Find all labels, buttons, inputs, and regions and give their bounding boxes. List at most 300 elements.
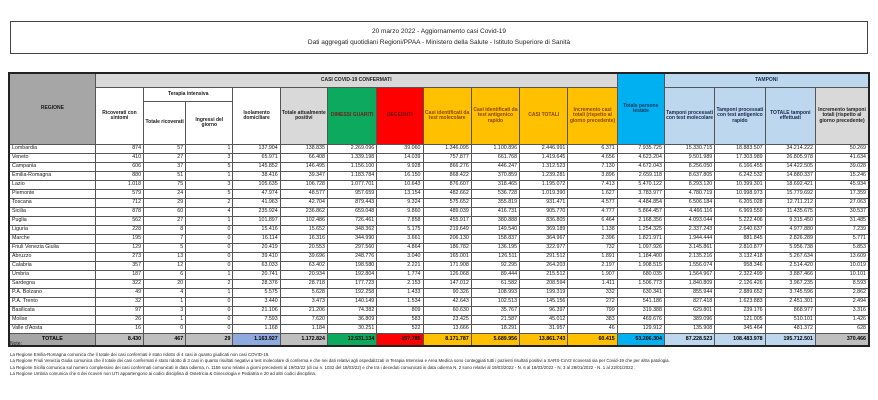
value-cell: 1.433 bbox=[377, 289, 423, 298]
value-cell: 20.553 bbox=[280, 244, 327, 253]
value-cell: 140.149 bbox=[327, 298, 376, 307]
value-cell: 13.154 bbox=[377, 190, 423, 199]
table-row bbox=[9, 262, 869, 271]
value-cell: 45.934 bbox=[815, 181, 869, 190]
value-cell: 6.371 bbox=[568, 145, 617, 154]
value-cell: 31.957 bbox=[520, 325, 568, 334]
value-cell: 1.077.701 bbox=[327, 181, 376, 190]
col-header-dimessi-guariti: DIMESSI GUARITI bbox=[327, 88, 376, 145]
value-cell: 1.156.100 bbox=[327, 163, 376, 172]
value-cell: 606 bbox=[95, 163, 143, 172]
table-row bbox=[9, 199, 869, 208]
value-cell: 49 bbox=[95, 289, 143, 298]
value-cell: 455.917 bbox=[423, 217, 471, 226]
value-cell: 726.461 bbox=[327, 217, 376, 226]
value-cell: 30.537 bbox=[815, 208, 869, 217]
region-cell: Valle d'Aosta bbox=[9, 325, 95, 334]
value-cell: 297.560 bbox=[327, 244, 376, 253]
value-cell: 3.887.466 bbox=[765, 271, 815, 280]
value-cell: 28.718 bbox=[280, 280, 327, 289]
value-cell: 661.768 bbox=[471, 154, 519, 163]
value-cell: 18.883.507 bbox=[715, 145, 765, 154]
value-cell: 105.635 bbox=[233, 181, 280, 190]
value-cell: 541.186 bbox=[617, 298, 664, 307]
value-cell: 228 bbox=[95, 226, 143, 235]
value-cell: 1.097.926 bbox=[617, 244, 664, 253]
value-cell: 881.845 bbox=[715, 235, 765, 244]
value-cell: 482.662 bbox=[423, 190, 471, 199]
value-cell: 206.130 bbox=[423, 235, 471, 244]
value-cell: 868.977 bbox=[765, 307, 815, 316]
region-cell: Friuli Venezia Giulia bbox=[9, 244, 95, 253]
value-cell: 15.416 bbox=[233, 226, 280, 235]
value-cell: 6.166.455 bbox=[715, 163, 765, 172]
value-cell: 2.862 bbox=[815, 289, 869, 298]
value-cell: 9.324 bbox=[377, 199, 423, 208]
value-cell: 13.666 bbox=[423, 325, 471, 334]
value-cell: 1.821.971 bbox=[617, 235, 664, 244]
value-cell: 2.221 bbox=[377, 262, 423, 271]
value-cell: 348.362 bbox=[327, 226, 376, 235]
value-cell: 2.396 bbox=[568, 235, 617, 244]
value-cell: 344.990 bbox=[327, 235, 376, 244]
value-cell: 61.582 bbox=[471, 280, 519, 289]
value-cell: 2.889.652 bbox=[715, 289, 765, 298]
value-cell: 129.912 bbox=[617, 325, 664, 334]
value-cell: 4.093.044 bbox=[664, 217, 714, 226]
value-cell: 712 bbox=[95, 199, 143, 208]
col-header-deceduti: DECEDUTI bbox=[377, 88, 423, 145]
value-cell: 6.205.028 bbox=[715, 199, 765, 208]
value-cell: 2 bbox=[186, 199, 233, 208]
value-cell: 2.337.243 bbox=[664, 226, 714, 235]
region-cell: Calabria bbox=[9, 262, 95, 271]
value-cell: 1.627 bbox=[568, 190, 617, 199]
value-cell: 1.564.967 bbox=[664, 271, 714, 280]
value-cell: 575.652 bbox=[423, 199, 471, 208]
value-cell: 0 bbox=[186, 262, 233, 271]
value-cell: 410 bbox=[95, 154, 143, 163]
col-header-tamponi-molecolare: Tamponi processati con test molecolare bbox=[664, 88, 714, 145]
value-cell: 66.408 bbox=[280, 154, 327, 163]
value-cell: 630.341 bbox=[617, 289, 664, 298]
table-row bbox=[9, 325, 869, 334]
value-cell: 248.776 bbox=[327, 253, 376, 262]
value-cell: 1 bbox=[186, 145, 233, 154]
value-cell: 3 bbox=[144, 307, 186, 316]
value-cell: 39.696 bbox=[280, 253, 327, 262]
notes-title: Note: bbox=[10, 341, 22, 347]
value-cell: 5.628 bbox=[280, 289, 327, 298]
value-cell: 0 bbox=[186, 235, 233, 244]
value-cell: 30.251 bbox=[327, 325, 376, 334]
value-cell: 3.040 bbox=[377, 253, 423, 262]
col-header-casi-molecolare: Casi identificati da test molecolare bbox=[423, 88, 471, 145]
value-cell: 3.473 bbox=[280, 298, 327, 307]
value-cell: 8 bbox=[144, 226, 186, 235]
value-cell: 1 bbox=[186, 172, 233, 181]
value-cell: 3.316 bbox=[815, 307, 869, 316]
value-cell: 2.153 bbox=[377, 280, 423, 289]
value-cell: 874 bbox=[95, 145, 143, 154]
value-cell: 13 bbox=[144, 253, 186, 262]
value-cell: 8.637.805 bbox=[664, 172, 714, 181]
value-cell: 45.012 bbox=[520, 316, 568, 325]
value-cell: 15.330.715 bbox=[664, 145, 714, 154]
value-cell: 9.501.989 bbox=[664, 154, 714, 163]
value-cell: 1.774 bbox=[377, 271, 423, 280]
value-cell: 345.464 bbox=[715, 325, 765, 334]
value-cell: 137.904 bbox=[233, 145, 280, 154]
col-header-attualmente-positivi: Totale attualmente positivi bbox=[280, 88, 327, 145]
group-header-tamponi: TAMPONI bbox=[664, 73, 869, 88]
value-cell: 332 bbox=[568, 289, 617, 298]
value-cell: 29 bbox=[186, 334, 233, 347]
col-header-casi-antigenico: Casi identificati da test antigenico rapido bbox=[471, 88, 519, 145]
value-cell: 370.859 bbox=[471, 172, 519, 181]
value-cell: 2.197 bbox=[568, 262, 617, 271]
table-row bbox=[9, 145, 869, 154]
value-cell: 20.934 bbox=[280, 271, 327, 280]
value-cell: 1.944.444 bbox=[664, 235, 714, 244]
value-cell: 2.494 bbox=[815, 298, 869, 307]
value-cell: 165.001 bbox=[423, 253, 471, 262]
table-row bbox=[9, 172, 869, 181]
value-cell: 149.540 bbox=[471, 226, 519, 235]
value-cell: 102.513 bbox=[471, 298, 519, 307]
value-cell: 562 bbox=[95, 217, 143, 226]
value-cell: 1 bbox=[186, 289, 233, 298]
region-cell: Veneto bbox=[9, 154, 95, 163]
notes-list bbox=[10, 352, 868, 378]
value-cell: 628 bbox=[815, 325, 869, 334]
value-cell: 868.422 bbox=[423, 172, 471, 181]
value-cell: 108.483.978 bbox=[715, 334, 765, 347]
value-cell: 383 bbox=[568, 316, 617, 325]
value-cell: 1.339.198 bbox=[327, 154, 376, 163]
value-cell: 17.303.989 bbox=[715, 154, 765, 163]
value-cell: 2.168.356 bbox=[617, 217, 664, 226]
value-cell: 60.415 bbox=[568, 334, 617, 347]
value-cell: 732 bbox=[568, 244, 617, 253]
value-cell: 4.672.043 bbox=[617, 163, 664, 172]
value-cell: 65.971 bbox=[233, 154, 280, 163]
value-cell: 4 bbox=[144, 289, 186, 298]
value-cell: 157.785 bbox=[377, 334, 423, 347]
value-cell: 16.316 bbox=[280, 235, 327, 244]
value-cell: 958.346 bbox=[715, 262, 765, 271]
value-cell: 855.944 bbox=[664, 289, 714, 298]
value-cell: 21.106 bbox=[233, 307, 280, 316]
value-cell: 23.425 bbox=[423, 316, 471, 325]
value-cell: 15.652 bbox=[280, 226, 327, 235]
value-cell: 195.712.501 bbox=[765, 334, 815, 347]
value-cell: 2.446.991 bbox=[520, 145, 568, 154]
value-cell: 389.096 bbox=[664, 316, 714, 325]
value-cell: 135.908 bbox=[664, 325, 714, 334]
value-cell: 1.195.072 bbox=[520, 181, 568, 190]
value-cell: 129 bbox=[95, 244, 143, 253]
value-cell: 138.835 bbox=[280, 145, 327, 154]
value-cell: 126.068 bbox=[423, 271, 471, 280]
value-cell: 50.269 bbox=[815, 145, 869, 154]
value-cell: 2.640.637 bbox=[715, 226, 765, 235]
value-cell: 16 bbox=[95, 325, 143, 334]
value-cell: 8.256.050 bbox=[664, 163, 714, 172]
value-cell: 2.514.420 bbox=[765, 262, 815, 271]
value-cell: 53.206.304 bbox=[617, 334, 664, 347]
value-cell: 7.413 bbox=[568, 181, 617, 190]
value-cell: 1.534 bbox=[377, 298, 423, 307]
value-cell: 63.402 bbox=[280, 262, 327, 271]
value-cell: 5.864.457 bbox=[617, 208, 664, 217]
value-cell: 12.531.134 bbox=[327, 334, 376, 347]
value-cell: 5.222.406 bbox=[715, 217, 765, 226]
value-cell: 5 bbox=[186, 163, 233, 172]
value-cell: 1.419.645 bbox=[520, 154, 568, 163]
value-cell: 47.974 bbox=[233, 190, 280, 199]
value-cell: 809 bbox=[377, 307, 423, 316]
region-cell: Marche bbox=[9, 235, 95, 244]
value-cell: 51 bbox=[144, 172, 186, 181]
value-cell: 41.634 bbox=[815, 154, 869, 163]
value-cell: 3.783.977 bbox=[617, 190, 664, 199]
value-cell: 38.416 bbox=[233, 172, 280, 181]
value-cell: 0 bbox=[186, 298, 233, 307]
note-line: La Regione Sicilia comunica sul numero complessivo dei casi confermati comunicati in data odierna, n. 1156 sono relativi a giorni precedenti al 19/03/22 (di cui n. 1032 del 18/03/22) e che tra i deceduti comunicati in data odierna N. 2 sono relativi al 19/03/2022 - N. 6 al 18/03/2022 - N. 3 al 28/01/2022 - N. 1 al 22/01/2022 . bbox=[10, 364, 636, 370]
value-cell: 20 bbox=[144, 280, 186, 289]
value-cell: 15.246 bbox=[815, 172, 869, 181]
value-cell: 9.315.450 bbox=[765, 217, 815, 226]
col-header-persone-testate: Totale persone testate bbox=[617, 73, 664, 145]
value-cell: 187 bbox=[95, 271, 143, 280]
value-cell: 90.326 bbox=[423, 289, 471, 298]
value-cell: 121.005 bbox=[715, 316, 765, 325]
value-cell: 27 bbox=[144, 217, 186, 226]
value-cell: 0 bbox=[186, 325, 233, 334]
value-cell: 215.512 bbox=[520, 271, 568, 280]
value-cell: 177.723 bbox=[327, 280, 376, 289]
value-cell: 87.228.523 bbox=[664, 334, 714, 347]
value-cell: 322.977 bbox=[520, 244, 568, 253]
group-header-casi-confermati: CASI COVID-19 CONFERMATI bbox=[95, 73, 617, 88]
value-cell: 63.033 bbox=[233, 262, 280, 271]
value-cell: 1.908.515 bbox=[617, 262, 664, 271]
value-cell: 28.376 bbox=[233, 280, 280, 289]
value-cell: 39.347 bbox=[280, 172, 327, 181]
value-cell: 15.779.692 bbox=[765, 190, 815, 199]
col-header-ti-totale: Totale ricoverati bbox=[144, 102, 186, 145]
region-cell: Toscana bbox=[9, 199, 95, 208]
value-cell: 272 bbox=[568, 298, 617, 307]
value-cell: 4.577 bbox=[568, 199, 617, 208]
value-cell: 239.176 bbox=[715, 307, 765, 316]
group-header-terapia-intensiva: Terapia intensiva bbox=[144, 88, 233, 102]
col-header-isolamento: Isolamento domiciliare bbox=[233, 88, 280, 145]
value-cell: 1.254.325 bbox=[617, 226, 664, 235]
value-cell: 34.214.222 bbox=[765, 145, 815, 154]
value-cell: 799 bbox=[568, 307, 617, 316]
value-cell: 1.018 bbox=[95, 181, 143, 190]
value-cell: 3.967.235 bbox=[765, 280, 815, 289]
value-cell: 1.623.883 bbox=[715, 298, 765, 307]
value-cell: 273 bbox=[95, 253, 143, 262]
region-cell: Lombardia bbox=[9, 145, 95, 154]
value-cell: 1.907 bbox=[568, 271, 617, 280]
value-cell: 20.741 bbox=[233, 271, 280, 280]
region-cell: Sicilia bbox=[9, 208, 95, 217]
bulletin-title-box bbox=[10, 21, 868, 54]
value-cell: 27.063 bbox=[815, 199, 869, 208]
value-cell: 3.440 bbox=[233, 298, 280, 307]
value-cell: 31.485 bbox=[815, 217, 869, 226]
value-cell: 1.183.784 bbox=[327, 172, 376, 181]
value-cell: 1.891 bbox=[568, 253, 617, 262]
value-cell: 11.435.675 bbox=[765, 208, 815, 217]
value-cell: 10.101 bbox=[815, 271, 869, 280]
value-cell: 14.422.505 bbox=[765, 163, 815, 172]
value-cell: 7.935.725 bbox=[617, 145, 664, 154]
value-cell: 1.019.390 bbox=[520, 190, 568, 199]
value-cell: 5.175 bbox=[377, 226, 423, 235]
value-cell: 8.293.120 bbox=[664, 181, 714, 190]
value-cell: 136.195 bbox=[471, 244, 519, 253]
value-cell: 21.206 bbox=[280, 307, 327, 316]
value-cell: 322 bbox=[95, 280, 143, 289]
value-cell: 14.880.337 bbox=[765, 172, 815, 181]
bulletin-title: 20 marzo 2022 - Aggiornamento casi Covid-19 bbox=[371, 28, 507, 35]
region-cell: Campania bbox=[9, 163, 95, 172]
value-cell: 24 bbox=[144, 190, 186, 199]
value-cell: 42.643 bbox=[423, 298, 471, 307]
value-cell: 957.659 bbox=[327, 190, 376, 199]
value-cell: 416.731 bbox=[471, 208, 519, 217]
value-cell: 20.419 bbox=[233, 244, 280, 253]
value-cell: 92.295 bbox=[471, 262, 519, 271]
region-cell: Umbria bbox=[9, 271, 95, 280]
value-cell: 1.138 bbox=[568, 226, 617, 235]
value-cell: 145.852 bbox=[233, 163, 280, 172]
table-row bbox=[9, 280, 869, 289]
value-cell: 186.782 bbox=[423, 244, 471, 253]
table-row bbox=[9, 190, 869, 199]
value-cell: 9.860 bbox=[377, 208, 423, 217]
col-header-incremento-casi: Incremento casi totali (rispetto al giorno precedente) bbox=[568, 88, 617, 145]
value-cell: 583 bbox=[377, 316, 423, 325]
value-cell: 4.623.204 bbox=[617, 154, 664, 163]
table-row bbox=[9, 253, 869, 262]
value-cell: 32 bbox=[95, 298, 143, 307]
value-cell: 146.495 bbox=[280, 163, 327, 172]
value-cell: 7.593 bbox=[233, 316, 280, 325]
value-cell: 836.805 bbox=[520, 217, 568, 226]
value-cell: 1.184.400 bbox=[617, 253, 664, 262]
value-cell: 5.689.956 bbox=[471, 334, 519, 347]
value-cell: 102.486 bbox=[280, 217, 327, 226]
value-cell: 2.126.426 bbox=[715, 280, 765, 289]
value-cell: 2.659.118 bbox=[617, 172, 664, 181]
value-cell: 4.484.854 bbox=[617, 199, 664, 208]
value-cell: 467 bbox=[144, 334, 186, 347]
region-cell: Piemonte bbox=[9, 190, 95, 199]
value-cell: 1.556.074 bbox=[664, 262, 714, 271]
value-cell: 905.770 bbox=[520, 208, 568, 217]
value-cell: 10.643 bbox=[377, 181, 423, 190]
value-cell: 2.269.096 bbox=[327, 145, 376, 154]
value-cell: 522 bbox=[377, 325, 423, 334]
region-cell: Basilicata bbox=[9, 307, 95, 316]
region-cell: P.A. Bolzano bbox=[9, 289, 95, 298]
value-cell: 510.101 bbox=[765, 316, 815, 325]
value-cell: 4.656 bbox=[568, 154, 617, 163]
col-header-casi-totali: CASI TOTALI bbox=[520, 88, 568, 145]
value-cell: 1.312.523 bbox=[520, 163, 568, 172]
value-cell: 369.189 bbox=[520, 226, 568, 235]
value-cell: 380.888 bbox=[471, 217, 519, 226]
value-cell: 481.372 bbox=[765, 325, 815, 334]
value-cell: 318.465 bbox=[471, 181, 519, 190]
value-cell: 7.858 bbox=[377, 217, 423, 226]
value-cell: 579 bbox=[95, 190, 143, 199]
value-cell: 17.359 bbox=[815, 190, 869, 199]
value-cell: 8.171.787 bbox=[423, 334, 471, 347]
value-cell: 12 bbox=[144, 262, 186, 271]
value-cell: 57 bbox=[144, 145, 186, 154]
value-cell: 3 bbox=[186, 154, 233, 163]
value-cell: 13.609 bbox=[815, 253, 869, 262]
col-header-ti-ingressi: Ingressi del giorno bbox=[186, 102, 233, 145]
value-cell: 195 bbox=[95, 235, 143, 244]
table-row bbox=[9, 316, 869, 325]
value-cell: 7.620 bbox=[280, 316, 327, 325]
value-cell: 4.777 bbox=[568, 208, 617, 217]
value-cell: 41.963 bbox=[233, 199, 280, 208]
value-cell: 5 bbox=[186, 190, 233, 199]
value-cell: 3.132.418 bbox=[715, 253, 765, 262]
value-cell: 3.896 bbox=[568, 172, 617, 181]
table-body bbox=[9, 145, 869, 347]
value-cell: 18.692.421 bbox=[765, 181, 815, 190]
value-cell: 39.028 bbox=[815, 163, 869, 172]
value-cell: 0 bbox=[186, 253, 233, 262]
value-cell: 39.060 bbox=[377, 145, 423, 154]
col-header-tamponi-totale: TOTALE tamponi effettuati bbox=[765, 88, 815, 145]
region-cell: Liguria bbox=[9, 226, 95, 235]
table-row bbox=[9, 271, 869, 280]
note-line: La Regione Friuli Venezia Giulia comunica che il totale dei casi confermati è stato ridotto di 3 casi in quanto risultati negativi a test molecolare di conferma e che nei dati relativi agli ospedalizzati in Terapia Intensiva e Area Medica sono conteggiati tutti i pazienti risultati positivi a SARS-CoV2 ricoverati sia per Covid-19 che per altra patologia. bbox=[10, 358, 670, 364]
value-cell: 5.267.634 bbox=[765, 253, 815, 262]
value-cell: 96.397 bbox=[520, 307, 568, 316]
value-cell: 10.998.973 bbox=[715, 190, 765, 199]
value-cell: 0 bbox=[186, 244, 233, 253]
value-cell: 6.464 bbox=[568, 217, 617, 226]
value-cell: 629.801 bbox=[664, 307, 714, 316]
value-cell: 1.184 bbox=[280, 325, 327, 334]
value-cell: 4.466.116 bbox=[664, 208, 714, 217]
value-cell: 18.291 bbox=[471, 325, 519, 334]
value-cell: 446.247 bbox=[471, 163, 519, 172]
region-cell: Lazio bbox=[9, 181, 95, 190]
value-cell: 3.145.861 bbox=[664, 244, 714, 253]
value-cell: 10.399.301 bbox=[715, 181, 765, 190]
value-cell: 9.928 bbox=[377, 163, 423, 172]
value-cell: 14.039 bbox=[377, 154, 423, 163]
value-cell: 2.322.499 bbox=[715, 271, 765, 280]
table-row bbox=[9, 298, 869, 307]
value-cell: 208.594 bbox=[520, 280, 568, 289]
table-header bbox=[9, 73, 869, 145]
table-row bbox=[9, 307, 869, 316]
